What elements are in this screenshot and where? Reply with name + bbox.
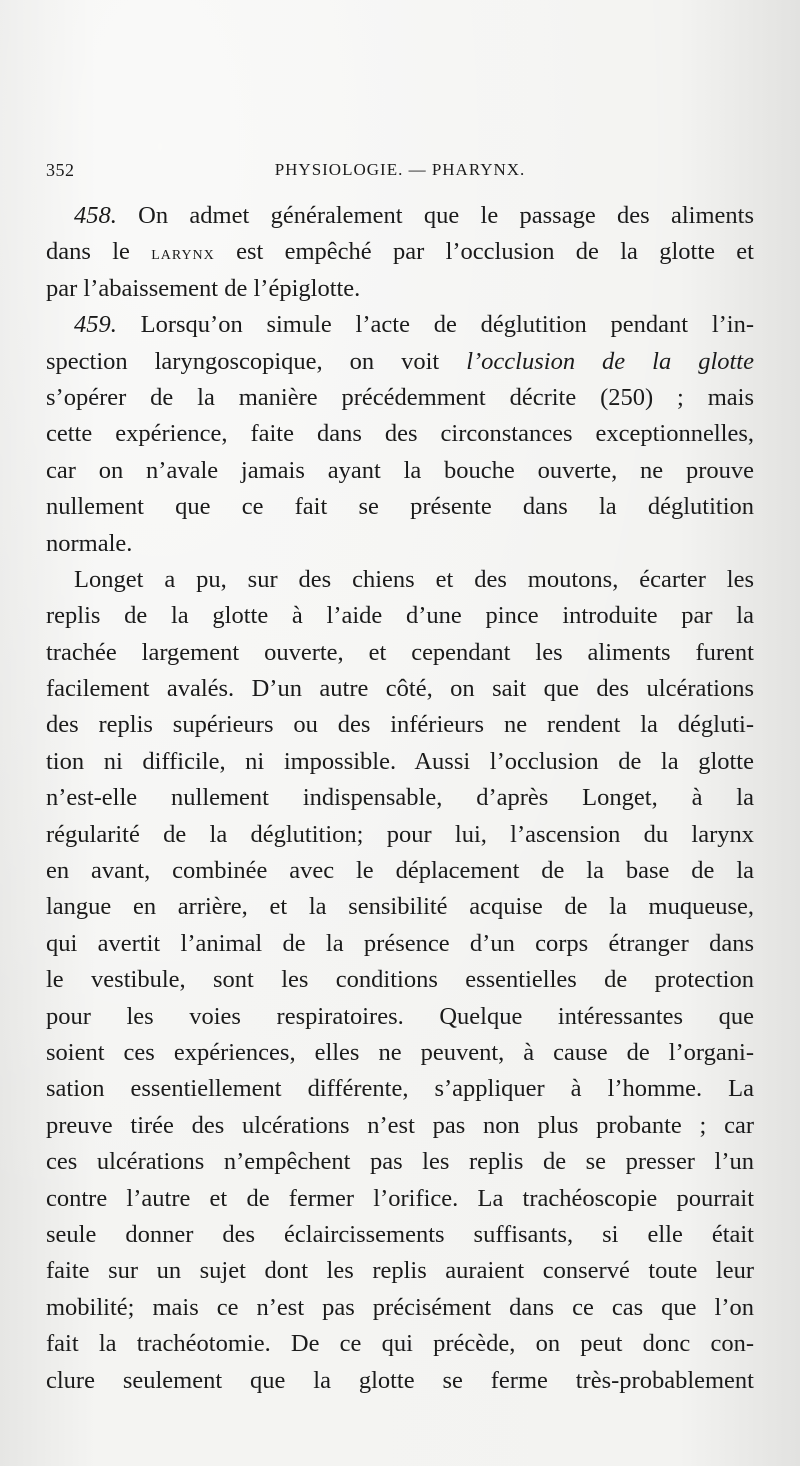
paragraph-459-line-1 [46,307,754,343]
paragraph-number-459: 459. [74,311,117,339]
small-caps-term: larynx [151,242,215,265]
paragraph-longet-line-9: en avant, combinée avec le déplacement de la base de la [46,857,754,885]
page-number: 352 [46,160,75,180]
paragraph-longet-line-10: langue en arrière, et la sensibilité acquise de la muqueuse, [46,893,754,921]
paragraph-longet-line-19: seule donner des éclaircissements suffisants, si elle était [46,1220,754,1248]
paragraph-longet-line-8: régularité de la déglutition; pour lui, l’ascension du larynx [46,820,754,848]
paragraph-458-line-1 [46,198,754,234]
paragraph-458-line-3: par l’abaissement de l’épiglotte. [46,274,361,302]
paragraph-458-line-2 [46,234,754,270]
paragraph-longet-line-17: ces ulcérations n’empêchent pas les replis de se presser l’un [46,1148,754,1176]
paragraph-longet-line-15: sation essentiellement différente, s’appliquer à l’homme. La [46,1075,754,1103]
paragraph-number-458: 458. [74,202,117,229]
paragraph-longet-line-14: soient ces expériences, elles ne peuvent, à cause de l’organi- [46,1038,754,1066]
paragraph-longet-line-18: contre l’autre et de fermer l’orifice. La trachéoscopie pourrait [46,1184,754,1212]
text-span: est empêché par l’occlusion de la glotte et [214,238,754,266]
paragraph-longet-line-5: des replis supérieurs ou des inférieurs ne rendent la dégluti- [46,711,754,739]
paragraph-longet-line-2: replis de la glotte à l’aide d’une pince introduite par la [46,602,754,630]
paragraph-459-text: Lorsqu’on simule l’acte de déglutition pendant l’in- [116,311,754,339]
text-span: dans le [46,238,152,266]
paragraph-longet-line-23: clure seulement que la glotte se ferme très-probablement [46,1366,754,1394]
paragraph-459-line-3: s’opérer de la manière précédemment décrite (250) ; mais [46,383,754,411]
running-title: PHYSIOLOGIE. — PHARYNX. [274,160,526,179]
paragraph-458-text: On admet généralement que le passage des aliments [116,202,754,229]
paragraph-longet-line-12: le vestibule, sont les conditions essentielles de protection [46,966,754,994]
paragraph-longet-line-6: tion ni difficile, ni impossible. Aussi l’occlusion de la glotte [46,747,754,775]
body-text [46,198,754,1399]
paragraph-459-line-7: normale. [46,529,133,557]
paragraph-longet-line-11: qui avertit l’animal de la présence d’un corps étranger dans [46,929,754,957]
paragraph-longet-line-7: n’est-elle nullement indispensable, d’après Longet, à la [46,784,754,812]
paragraph-459-line-6: nullement que ce fait se présente dans la déglutition [46,493,754,521]
paragraph-longet-line-21: mobilité; mais ce n’est pas précisément dans ce cas que l’on [46,1293,754,1321]
italic-phrase: l’occlusion de la glotte [466,347,754,375]
paragraph-longet-line-20: faite sur un sujet dont les replis auraient conservé toute leur [46,1257,754,1285]
paragraph-459-line-4: cette expérience, faite dans des circonstances exceptionnelles, [46,420,754,448]
paragraph-459-line-2 [46,344,754,380]
paragraph-459-line-5: car on n’avale jamais ayant la bouche ouverte, ne prouve [46,456,754,484]
paragraph-longet-line-22: fait la trachéotomie. De ce qui précède, on peut donc con- [46,1330,754,1358]
paragraph-longet-line-3: trachée largement ouverte, et cependant les aliments furent [46,638,754,666]
paragraph-longet-line-16: preuve tirée des ulcérations n’est pas non plus probante ; car [46,1111,754,1139]
paragraph-longet-line-13: pour les voies respiratoires. Quelque intéressantes que [46,1002,754,1030]
paragraph-longet-line-4: facilement avalés. D’un autre côté, on sait que des ulcérations [46,675,754,703]
running-header [46,160,754,190]
paragraph-longet-line-1: Longet a pu, sur des chiens et des moutons, écarter les [74,565,754,593]
text-span: spection laryngoscopique, on voit [46,347,467,375]
